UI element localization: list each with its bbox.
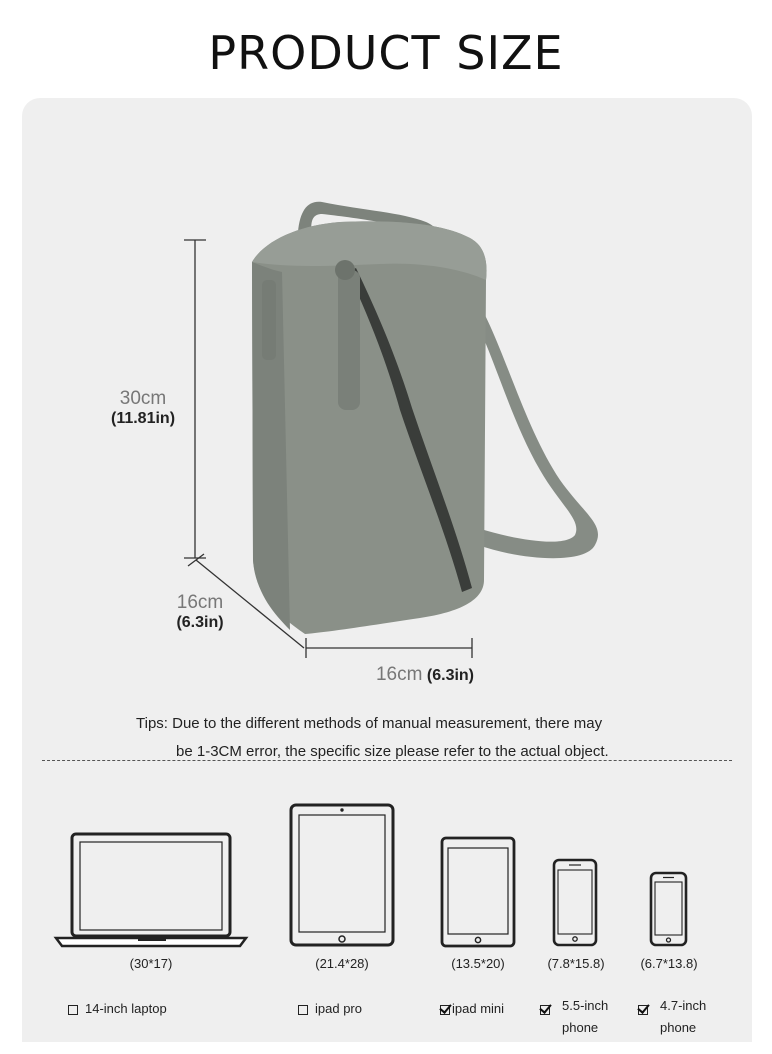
phone-55-size: (7.8*15.8) [547, 956, 605, 971]
phone-55-label: 5.5-inch phone [562, 998, 609, 1035]
laptop-label: 14-inch laptop [85, 1001, 167, 1016]
page-title: PRODUCT SIZE [208, 26, 564, 80]
tips-line-2: be 1-3CM error, the specific size please refer to the actual object. [176, 743, 609, 760]
ipad-pro-size: (21.4*28) [315, 956, 369, 971]
phone-47-checkbox [638, 1005, 648, 1015]
phone-47-label: 4.7-inch phone [660, 998, 707, 1035]
phone-55-icon [554, 860, 596, 945]
height-cm: 30cm [119, 388, 167, 409]
depth-cm: 16cm [176, 592, 224, 613]
ipad-mini-checkbox [440, 1005, 450, 1015]
ipad-pro-check-item [298, 1003, 362, 1020]
laptop-checkbox [68, 1005, 78, 1015]
phone-47-icon [651, 873, 686, 945]
ipad-pro-label: ipad pro [315, 1001, 362, 1016]
laptop-check-item [68, 1003, 167, 1020]
phone-47-size: (6.7*13.8) [640, 956, 698, 971]
phone-55-check-item [540, 998, 630, 1039]
ipad-mini-label: ipad mini [452, 1001, 505, 1016]
depth-inch: (6.3in) [176, 614, 224, 631]
ipad-pro-checkbox [298, 1005, 308, 1015]
width-inch: (6.3in) [426, 667, 475, 684]
phone-55-checkbox [540, 1005, 550, 1015]
tips-line-1: Tips: Due to the different methods of manual measurement, there may [136, 715, 603, 732]
width-cm: 16cm [375, 664, 423, 685]
ipad-pro-icon [291, 805, 393, 945]
ipad-mini-icon [442, 838, 514, 946]
laptop-icon [56, 834, 246, 946]
height-inch: (11.81in) [110, 410, 176, 427]
laptop-size: (30*17) [129, 956, 173, 971]
ipad-mini-check-item [440, 1003, 504, 1020]
phone-47-check-item [638, 998, 728, 1039]
ipad-mini-size: (13.5*20) [451, 956, 505, 971]
